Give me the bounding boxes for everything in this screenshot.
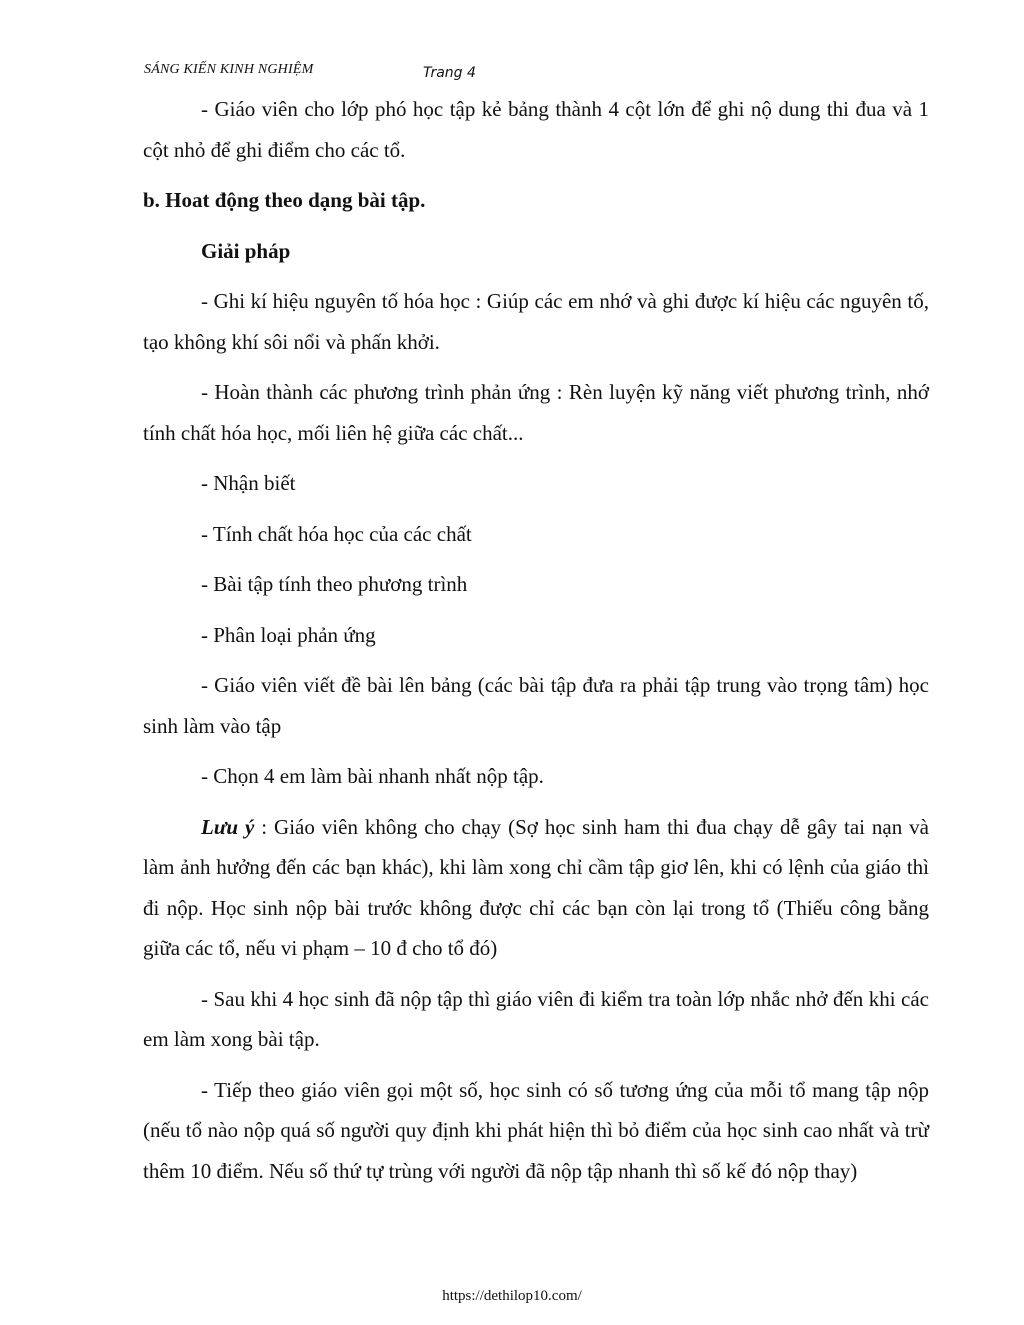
paragraph: - Giáo viên viết đề bài lên bảng (các bài tập đưa ra phải tập trung vào trọng tâm) học sinh làm vào tập (143, 673, 929, 738)
paragraph: - Tiếp theo giáo viên gọi một số, học sinh có số tương ứng của mỗi tổ mang tập nộp (nếu tổ nào nộp quá số người quy định khi phát hiện thì bỏ điểm của học sinh cao nhất và trừ thêm 10 điểm. Nếu số thứ tự trùng với người đã nộp tập nhanh thì số kế đó nộp thay) (143, 1077, 929, 1183)
paragraph: - Ghi kí hiệu nguyên tố hóa học : Giúp các em nhớ và ghi được kí hiệu các nguyên tố, tạo không khí sôi nổi và phấn khởi. (143, 289, 929, 354)
list-item: - Phân loại phản ứng (201, 622, 376, 647)
note-text: : Giáo viên không cho chạy (Sợ học sinh ham thi đua chạy dễ gây tai nạn và làm ảnh hưởng đến các bạn khác), khi làm xong chỉ cầm tập giơ lên, khi có lệnh của giáo thì đi nộp. Học sinh nộp bài trước không được chỉ các bạn còn lại trong tổ (Thiếu công bằng giữa các tổ, nếu vi phạm – 10 đ cho tổ đó) (143, 814, 929, 960)
note-label: Lưu ý (201, 814, 255, 839)
note-paragraph (143, 807, 929, 969)
list-item: - Bài tập tính theo phương trình (201, 572, 468, 596)
paragraph: - Sau khi 4 học sinh đã nộp tập thì giáo viên đi kiểm tra toàn lớp nhắc nhở đến khi các em làm xong bài tập. (143, 986, 929, 1051)
subsection-heading: Giải pháp (201, 238, 291, 263)
paragraph: - Hoàn thành các phương trình phản ứng : Rèn luyện kỹ năng viết phương trình, nhớ tính chất hóa học, mối liên hệ giữa các chất... (143, 380, 929, 445)
footer-url: https://dethilop10.com/ (442, 1288, 582, 1304)
paragraph: - Chọn 4 em làm bài nhanh nhất nộp tập. (201, 764, 544, 788)
section-heading: b. Hoat động theo dạng bài tập. (143, 188, 426, 212)
paragraph: - Giáo viên cho lớp phó học tập kẻ bảng thành 4 cột lớn để ghi nộ dung thi đua và 1 cột nhỏ để ghi điểm cho các tổ. (143, 97, 929, 162)
list-item: - Tính chất hóa học của các chất (201, 521, 472, 546)
document-header-title: SÁNG KIẾN KINH NGHIỆM (144, 62, 314, 77)
page-number: Trang 4 (423, 65, 476, 81)
document-body (143, 89, 929, 1201)
list-item: - Nhận biết (201, 471, 296, 495)
